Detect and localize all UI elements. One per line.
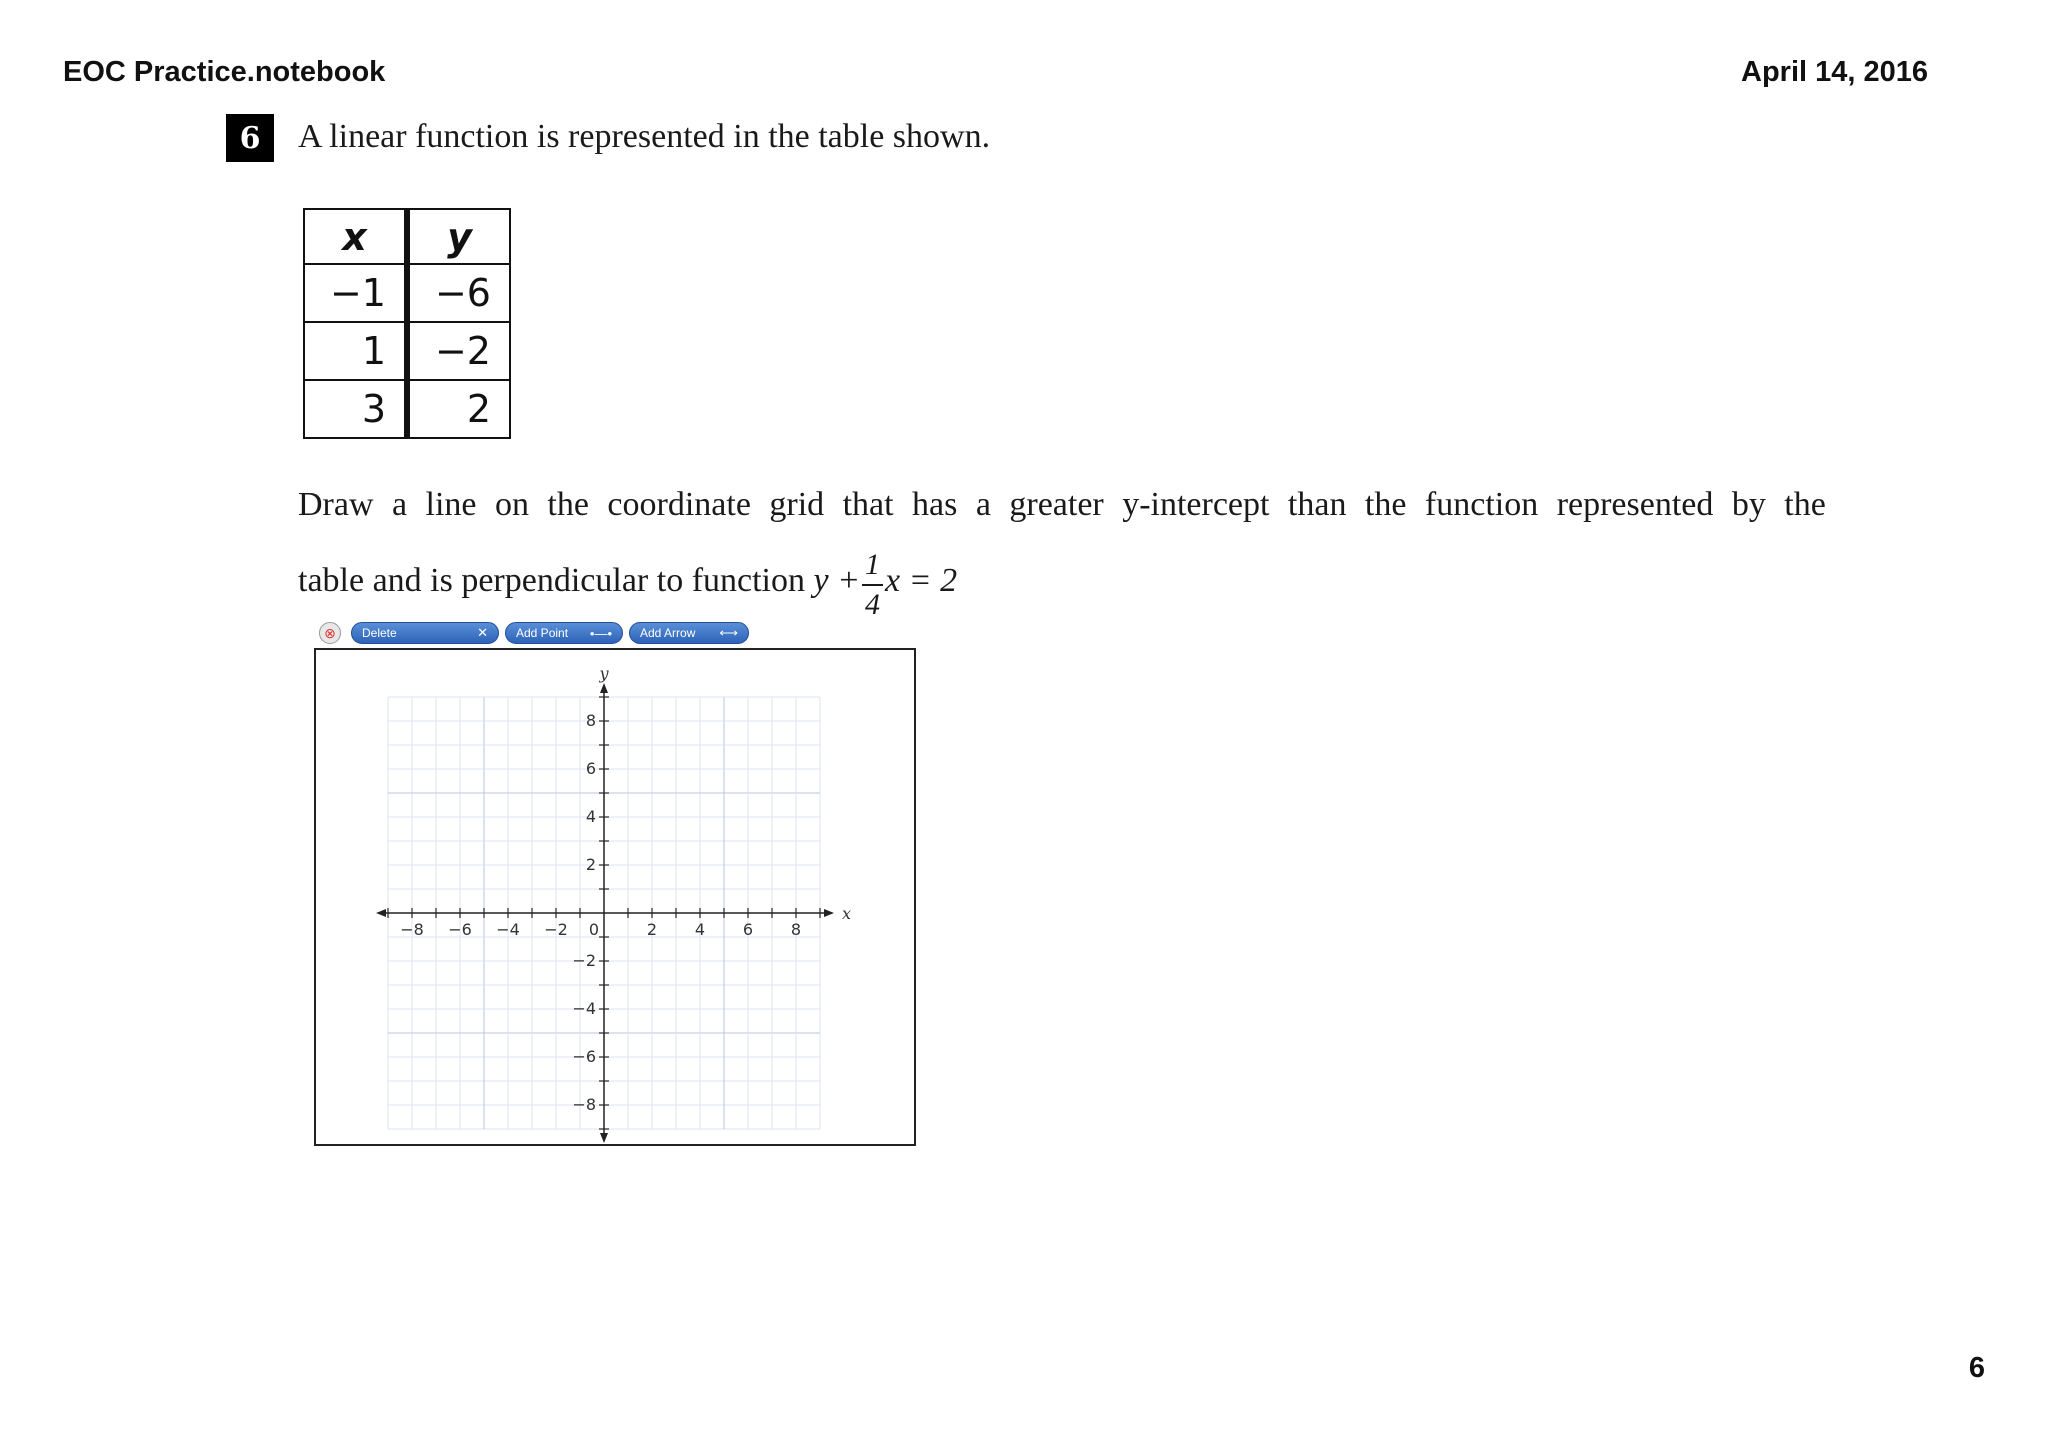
table-cell: −1 [304, 264, 407, 322]
y-tick-label: −4 [572, 999, 596, 1018]
page-date: April 14, 2016 [1741, 56, 1928, 88]
delete-button[interactable] [351, 622, 499, 644]
instruction-word: the [1364, 486, 1407, 523]
question-intro: A linear function is represented in the table shown. [298, 118, 991, 155]
instruction-word: line [425, 486, 477, 523]
table-cell: 3 [304, 380, 407, 438]
coordinate-grid[interactable] [316, 650, 914, 1144]
instruction-word: that [842, 486, 894, 523]
add-point-button-label: Add Point [516, 626, 569, 640]
close-icon[interactable]: ⊗ [319, 622, 341, 644]
instruction-word: function [1424, 486, 1539, 523]
add-arrow-button-label: Add Arrow [640, 626, 696, 640]
fraction-numerator: 1 [862, 550, 883, 586]
instruction-word: grid [769, 486, 825, 523]
instruction-line-1 [298, 486, 1826, 524]
instruction-word: has [912, 486, 958, 523]
y-tick-label: 6 [585, 759, 596, 778]
delete-button-label: Delete [362, 626, 397, 640]
table-header-y: y [407, 209, 510, 264]
equation [813, 548, 958, 621]
table-cell: 2 [407, 380, 510, 438]
instruction-word: represented [1556, 486, 1714, 523]
y-tick-label: −2 [572, 951, 596, 970]
table-cell: −6 [407, 264, 510, 322]
instruction-word: than [1287, 486, 1347, 523]
y-tick-label: 2 [585, 855, 596, 874]
table-header-row [304, 209, 510, 264]
point-icon: •—• [589, 625, 612, 641]
instruction-word: a [975, 486, 991, 523]
x-tick-label: 4 [694, 920, 706, 939]
x-axis-arrow-right [824, 909, 834, 917]
y-axis-label: y [599, 664, 609, 683]
x-tick-label: 6 [742, 920, 754, 939]
equation-lhs: y + [813, 561, 861, 599]
y-tick-label: −6 [572, 1047, 596, 1066]
xy-table [303, 208, 511, 439]
fraction-denominator: 4 [865, 588, 881, 621]
instruction-word: Draw [298, 486, 374, 523]
y-tick-label: 8 [585, 711, 596, 730]
add-arrow-button[interactable] [629, 622, 749, 644]
arrow-icon: ⟷ [719, 625, 738, 640]
instruction-word: by [1731, 486, 1766, 523]
x-tick-label: −6 [448, 920, 472, 939]
table-row [304, 264, 510, 322]
graph-toolbar [319, 622, 749, 644]
table-header-x: x [304, 209, 407, 264]
page-number: 6 [1968, 1352, 1985, 1384]
x-tick-label: −8 [400, 920, 424, 939]
add-point-button[interactable] [505, 622, 623, 644]
x-tick-label: 2 [646, 920, 658, 939]
instruction-word: the [547, 486, 589, 523]
question-number-badge: 6 [226, 114, 274, 162]
x-tick-label: 8 [790, 920, 802, 939]
instruction-word: a [391, 486, 408, 523]
table-row [304, 380, 510, 438]
x-tick-label: −2 [544, 920, 568, 939]
table-cell: 1 [304, 322, 407, 380]
instruction-prefix: table and is perpendicular to function [298, 561, 805, 599]
instruction-word: on [494, 486, 529, 523]
equation-fraction [862, 550, 883, 620]
instruction-word: y-intercept [1122, 486, 1270, 523]
instruction-word: coordinate [607, 486, 751, 523]
x-axis-arrow-left [376, 909, 386, 917]
instruction-word: greater [1009, 486, 1104, 523]
table-cell: −2 [407, 322, 510, 380]
y-tick-label: 4 [585, 807, 596, 826]
table-row [304, 322, 510, 380]
x-tick-label: 0 [588, 920, 600, 939]
equation-rhs: x = 2 [885, 561, 958, 599]
instruction-line-2 [298, 548, 958, 621]
x-axis-label: x [842, 904, 852, 923]
instruction-word: the [1784, 486, 1826, 523]
notebook-title: EOC Practice.notebook [63, 56, 386, 88]
y-axis-arrow-up [600, 683, 608, 693]
y-tick-label: −8 [572, 1095, 596, 1114]
y-axis-arrow-down [600, 1133, 608, 1143]
x-tick-label: −4 [496, 920, 520, 939]
x-icon: ✕ [477, 625, 488, 640]
coordinate-grid-frame[interactable] [314, 648, 916, 1146]
